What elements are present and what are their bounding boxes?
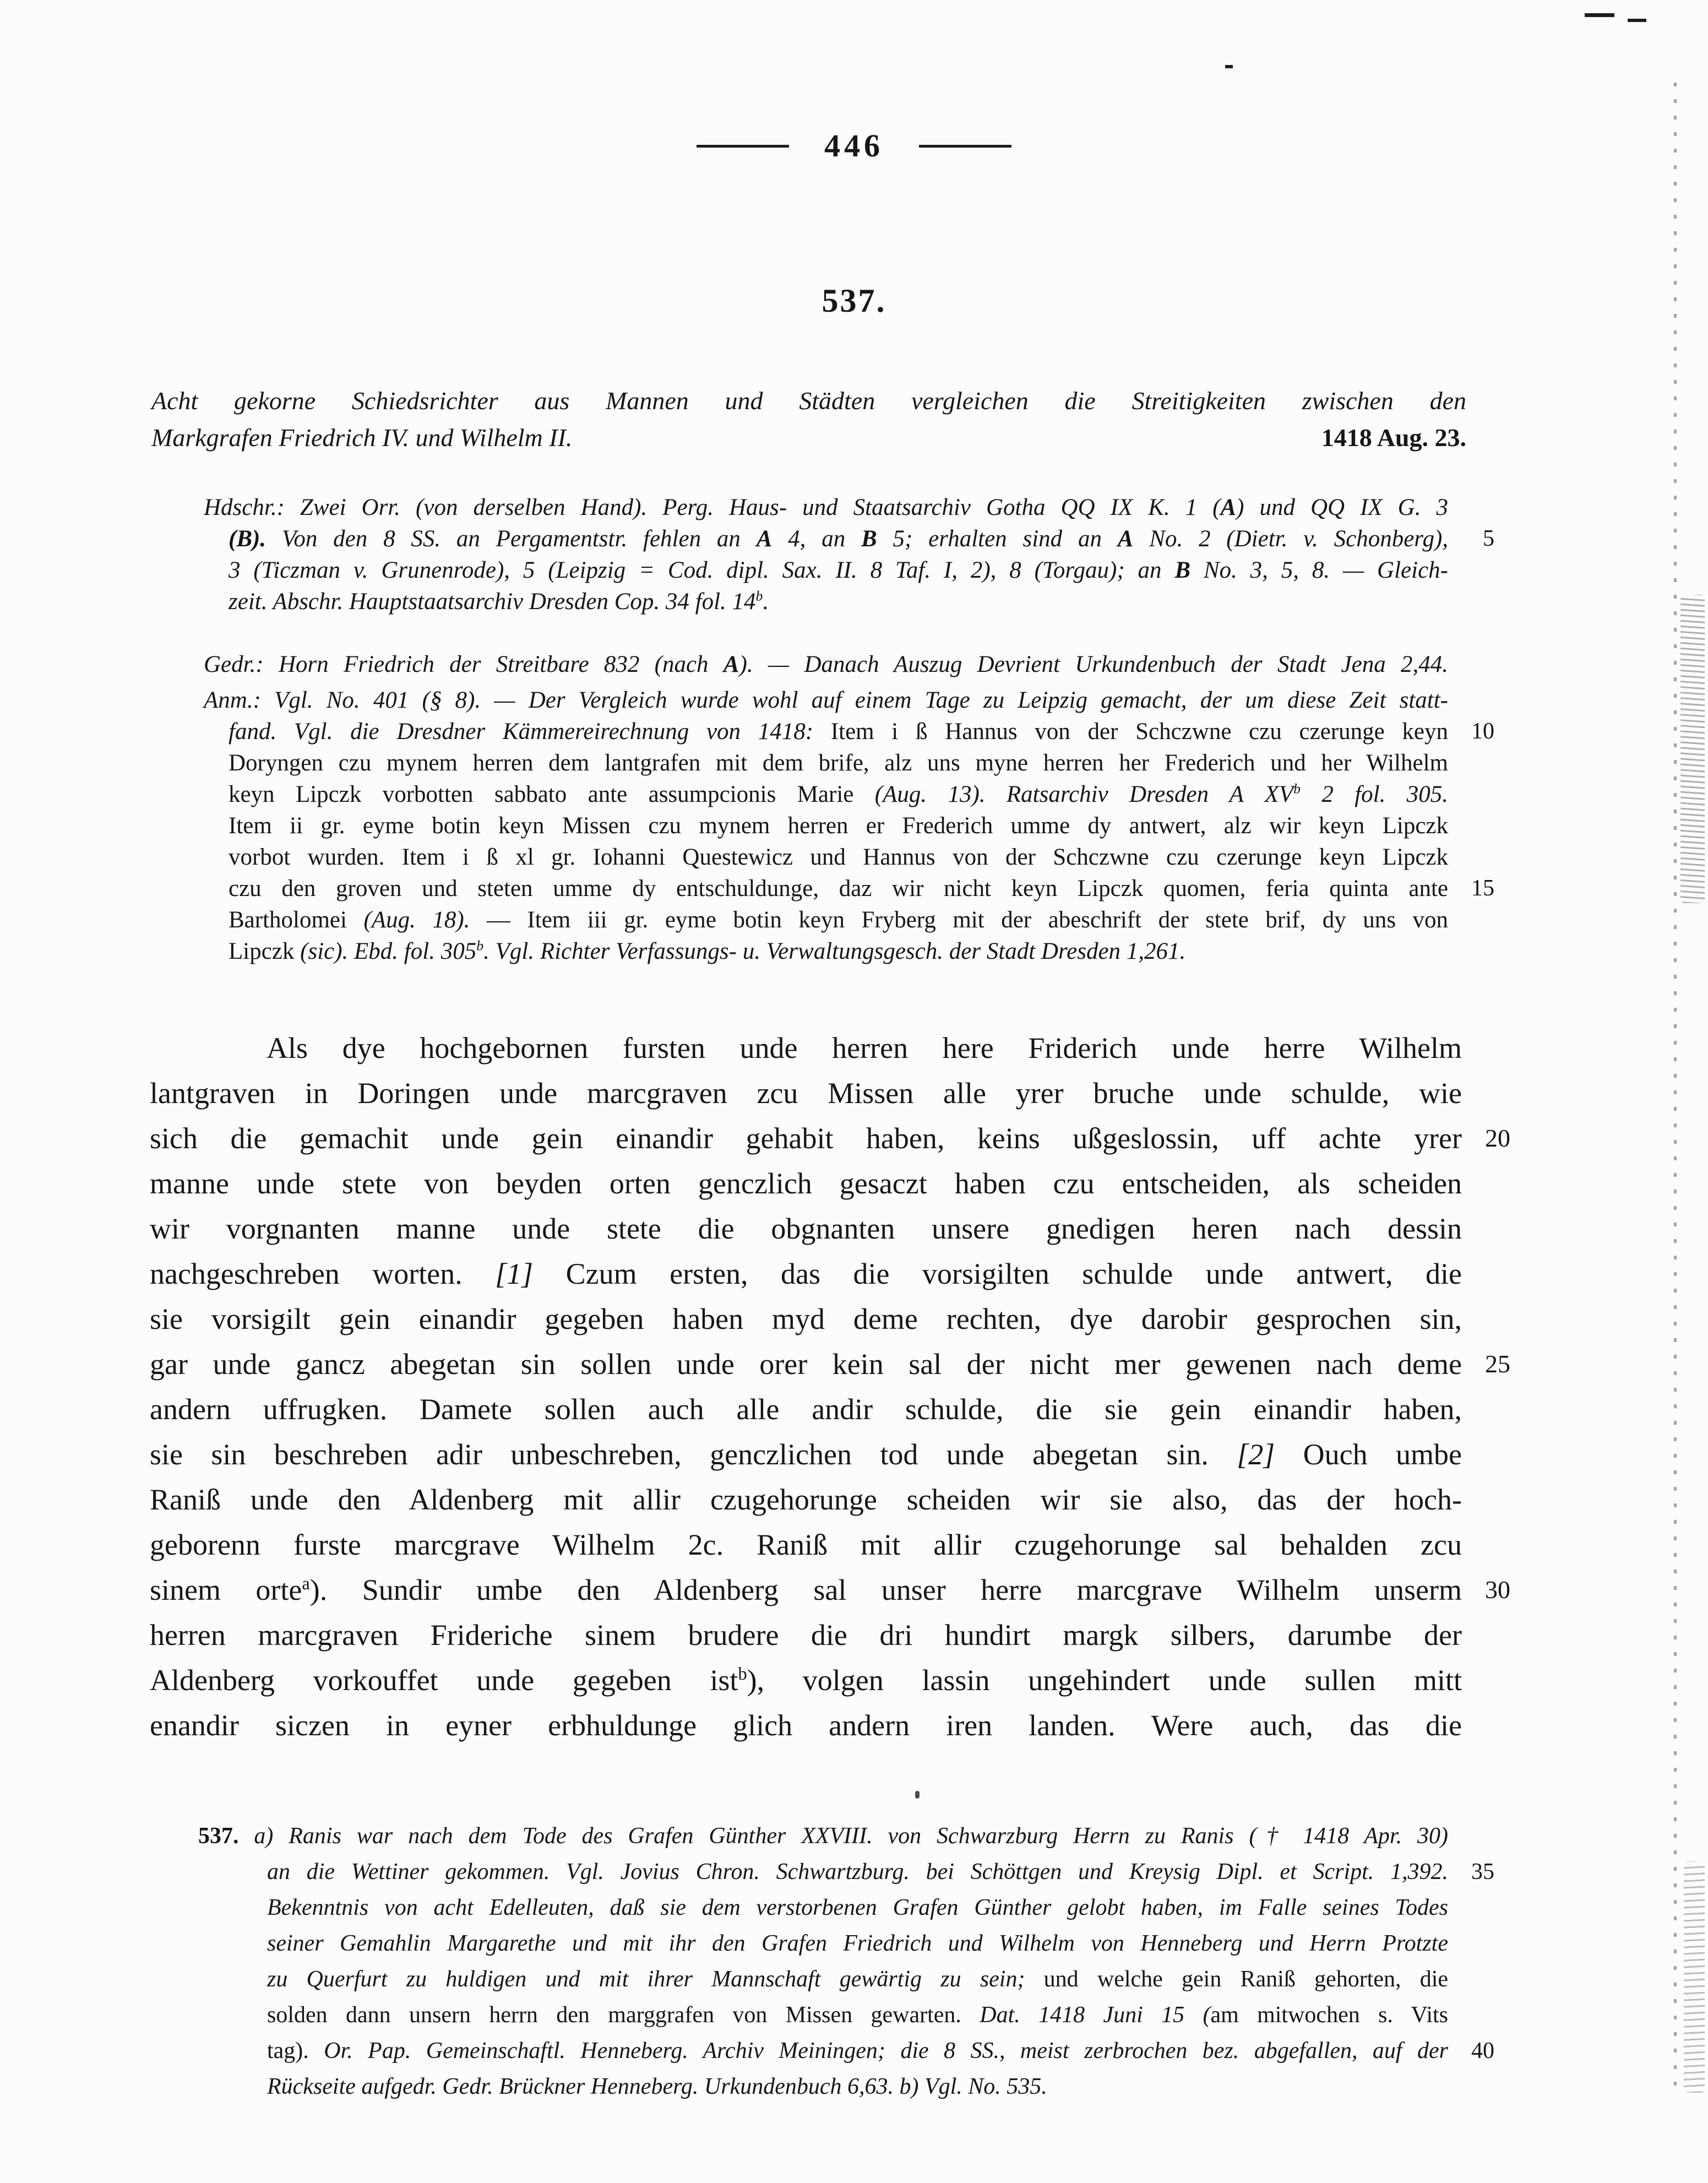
text-segment: und welche gein Raniß gehorten, die [1043,1967,1449,1992]
text-segment: am mitwochen s. Vits [1210,2002,1448,2028]
text-segment: Bekenntnis von acht Edelleuten, daß sie dem verstorbenen Grafen Günther gelobt haben, im Falle seines Todes [267,1895,1448,1920]
text-line [150,1025,1462,1071]
text-segment: Aldenberg vorkouffet unde gegeben ist [150,1664,738,1697]
text-segment: Bartholomei [229,907,364,933]
text-line [229,586,1448,617]
margin-line-number: 5 [1483,526,1494,551]
text-segment: (B). [229,526,266,552]
text-segment: b [755,588,763,604]
text-line [150,1432,1462,1477]
text-segment: ). — Danach Auszug Devrient Urkundenbuch der Stadt Jena 2,44. [739,651,1448,677]
text-segment: tag). [267,2038,324,2063]
text-segment: czu den groven und steten umme dy entschuldunge, daz wir nicht keyn Lipczk quomen, feria quinta ante [229,876,1448,902]
text-line [267,2069,1448,2105]
section-hdschr [150,492,1494,617]
text-segment: nachgeschreben worten. [150,1257,496,1290]
text-line [229,523,1494,555]
section-gedr [150,649,1448,680]
text-segment: Hdschr.: Zwei Orr. (von derselben Hand). Perg. Haus- und Staatsarchiv Gotha QQ IX K. 1 ( [204,495,1221,520]
text-line [229,747,1448,779]
margin-line-number: 35 [1471,1859,1494,1885]
text-segment: [2] [1237,1438,1275,1471]
text-segment: Czum ersten, das die vorsigilten schulde unde antwert, die [533,1257,1462,1290]
text-line [150,1116,1510,1161]
text-line [150,1703,1462,1748]
section-anm [150,685,1494,967]
text-segment: andern uffrugken. Damete sollen auch alle andir schulde, die sie gein einandir haben, [150,1393,1462,1426]
text-line [150,1658,1462,1703]
text-line [267,1890,1448,1926]
text-line [229,810,1448,841]
text-segment: sinem orte [150,1573,302,1606]
text-line [150,1251,1462,1296]
date-label [1321,419,1466,456]
text-segment: solden dann unsern herrn den marggrafen von Missen gewarten. [267,2002,980,2028]
text-segment: Doryngen czu mynem herren dem lantgrafen mit dem brife, alz uns myne herren her Frederich und her Wilhelm [229,750,1448,776]
scan-artifact-speck [915,1791,920,1799]
text-segment: ), volgen lassin ungehindert unde sullen mitt [747,1664,1462,1697]
text-segment: 3 (Ticzman v. Grunenrode), 5 (Leipzig = Cod. dipl. Sax. II. 8 Taf. I, 2), 8 (Torgau); an [229,557,1175,583]
text-segment: Als dye hochgebornen fursten unde herren here Friderich unde herre Wilhelm [266,1031,1462,1065]
text-segment: zu Querfurt zu huldigen und mit ihrer Mannschaft gewärtig zu sein; [267,1967,1044,1992]
text-segment: wir vorgnanten manne unde stete die obgnanten unsere gnedigen heren nach dessin [150,1212,1462,1245]
text-line [229,841,1448,873]
text-segment: A [1220,495,1237,520]
text-segment: zeit. Abschr. Hauptstaatsarchiv Dresden Cop. 34 fol. 14 [229,589,756,615]
text-segment: a [302,1574,310,1594]
text-segment: 537. [198,1823,239,1849]
text-line [151,419,1466,456]
text-segment: . Vgl. Richter Verfassungs- u. Verwaltungsgesch. der Stadt Dresden 1,261. [483,938,1186,964]
text-line [150,1522,1462,1567]
text-segment: Acht gekorne Schiedsrichter aus Mannen und Städten vergleichen die Streitigkeiten zwischen den [151,387,1466,415]
scan-artifact-page-edge [1680,595,1705,903]
text-segment: fand. Vgl. die Dresdner Kämmereirechnung von 1418: [229,719,831,745]
text-line [150,1296,1462,1342]
text-segment: B [1174,557,1191,583]
text-segment: enandir siczen in eyner erbhuldunge glich andern iren landen. Were auch, das die [150,1709,1462,1742]
text-segment: Dat. 1418 Juni 15 ( [980,2002,1211,2028]
text-line [204,649,1448,680]
text-segment: Or. Pap. Gemeinschaftl. Henneberg. Archiv Meiningen; die 8 SS., meist zerbrochen bez. abgefallen, auf der [324,2038,1449,2063]
text-line [229,716,1494,747]
text-segment: 2 fol. 305. [1300,781,1448,807]
margin-line-number: 10 [1471,719,1494,744]
text-line [267,1926,1448,1962]
text-segment: Gedr.: Horn Friedrich der Streitbare 832 (nach [204,651,724,677]
text-segment: 1418 Aug. 23. [1321,423,1466,452]
text-line [150,1161,1462,1206]
text-segment: B [861,526,877,552]
charter-number-heading: 537. [822,283,886,319]
text-line [150,1477,1462,1522]
text-line [150,1071,1462,1116]
footnotes [150,1818,1494,2105]
text-segment: a) Ranis war nach dem Tode des Grafen Günther XXVIII. von Schwarzburg Herrn zu Ranis († 1418 Apr. 30) [238,1823,1448,1849]
text-segment: A [1117,526,1134,552]
text-segment: sie vorsigilt gein einandir gegeben haben myd deme rechten, dye darobir gesprochen sin, [150,1302,1462,1335]
text-segment: herren marcgraven Frideriche sinem brudere die dri hundirt margk silbers, darumbe der [150,1619,1462,1652]
margin-line-number: 40 [1471,2038,1494,2063]
text-segment: b [476,937,484,954]
header-rule-right [919,145,1011,148]
text-line [151,382,1466,419]
text-line [150,1206,1462,1251]
scan-artifact-speck [1225,65,1233,68]
text-segment: [1] [495,1257,534,1290]
text-line [267,1997,1448,2033]
page-number: 446 [824,128,884,164]
text-segment: (Aug. 18). [363,907,470,933]
text-line [229,555,1448,586]
text-line [267,2033,1494,2069]
text-segment: No. 3, 5, 8. — Gleich- [1190,557,1448,583]
text-line [204,492,1448,523]
text-segment: Raniß unde den Aldenberg mit allir czugehorunge scheiden wir sie also, das der hoch- [150,1483,1462,1516]
text-line [229,779,1448,810]
margin-line-number: 15 [1471,876,1494,901]
text-segment: gar unde gancz abegetan sin sollen unde orer kein sal der nicht mer gewenen nach deme [150,1348,1462,1381]
text-segment: Anm.: Vgl. No. 401 (§ 8). — Der Vergleich wurde wohl auf einem Tage zu Leipzig gemacht, der um diese Zeit statt- [204,687,1448,713]
text-segment: ) und QQ IX G. 3 [1236,495,1448,520]
text-line [229,873,1494,904]
text-segment: seiner Gemahlin Margarethe und mit ihr den Grafen Friedrich und Wilhelm von Henneberg und Herrn Protzte [267,1931,1448,1956]
text-segment: (sic). Ebd. fol. 305 [300,938,477,964]
text-segment: — Item iii gr. eyme botin keyn Fryberg mit der abeschrift der stete brif, dy uns von [470,907,1448,933]
text-segment: (Aug. 13). Ratsarchiv Dresden A XV [874,781,1294,807]
text-line [198,1818,1448,1854]
text-segment: Lipczk [229,938,301,964]
scan-artifact-dash [1585,13,1614,17]
text-line [204,685,1448,716]
text-line [150,1567,1510,1612]
text-segment: . [763,589,769,615]
charter-main-text [150,1025,1510,1748]
text-segment: Item ii gr. eyme botin keyn Missen czu mynem herren er Frederich umme dy antwert, alz wir keyn Lipczk [229,813,1448,839]
text-segment: sie sin beschreben adir unbeschreben, genczlichen tod unde abegetan sin. [150,1438,1237,1471]
text-line [267,1962,1448,1997]
text-segment: manne unde stete von beyden orten genczlich gesaczt haben czu entscheiden, als scheiden [150,1167,1462,1200]
text-segment: Von den 8 SS. an Pergamentstr. fehlen an [266,526,757,552]
charter-summary [151,382,1466,456]
margin-line-number: 25 [1485,1350,1510,1378]
text-segment: 5; erhalten sind an [877,526,1118,552]
text-segment: Item i ß Hannus von der Schczwne czu czerunge keyn [830,719,1448,745]
text-segment: A [723,651,739,677]
text-line [150,1342,1510,1387]
text-line [150,1387,1462,1432]
text-line [150,1612,1462,1658]
text-segment: geborenn furste marcgrave Wilhelm 2c. Raniß mit allir czugehorunge sal behalden zcu [150,1528,1462,1561]
text-segment: Markgrafen Friedrich IV. und Wilhelm II. [151,423,573,452]
scan-artifact-dash [1628,19,1646,22]
text-segment: Rückseite aufgedr. Gedr. Brückner Henneberg. Urkundenbuch 6,63. b) Vgl. No. 535. [267,2074,1047,2099]
text-segment: keyn Lipczk vorbotten sabbato ante assumpcionis Marie [229,781,875,807]
text-segment: b [1293,780,1301,797]
text-segment: an die Wettiner gekommen. Vgl. Jovius Chron. Schwartzburg. bei Schöttgen und Kreysig Dipl. et Script. 1,392. [267,1859,1448,1885]
margin-line-number: 20 [1485,1124,1510,1152]
running-head [0,130,1708,162]
text-segment: A [756,526,773,552]
text-segment: 4, an [772,526,862,552]
text-line [229,936,1448,967]
text-line [267,1854,1494,1890]
text-segment: ). Sundir umbe den Aldenberg sal unser herre marcgrave Wilhelm unserm [309,1573,1462,1606]
text-segment: b [738,1664,747,1684]
header-rule-left [697,145,789,148]
scan-artifact-page-edge [1684,1861,1705,2093]
text-segment: lantgraven in Doringen unde marcgraven zcu Missen alle yrer bruche unde schulde, wie [150,1077,1462,1110]
text-line [229,904,1448,936]
text-segment: vorbot wurden. Item i ß xl gr. Iohanni Questewicz und Hannus von der Schczwne czu czerunge keyn Lipczk [229,844,1448,870]
scan-artifact-page-edge [1674,83,1677,2093]
margin-line-number: 30 [1485,1576,1510,1604]
text-segment: No. 2 (Dietr. v. Schonberg), [1133,526,1449,552]
text-segment: sich die gemachit unde gein einandir gehabit haben, keins ußgeslossin, uff achte yrer [150,1122,1462,1155]
text-segment: Ouch umbe [1275,1438,1462,1471]
